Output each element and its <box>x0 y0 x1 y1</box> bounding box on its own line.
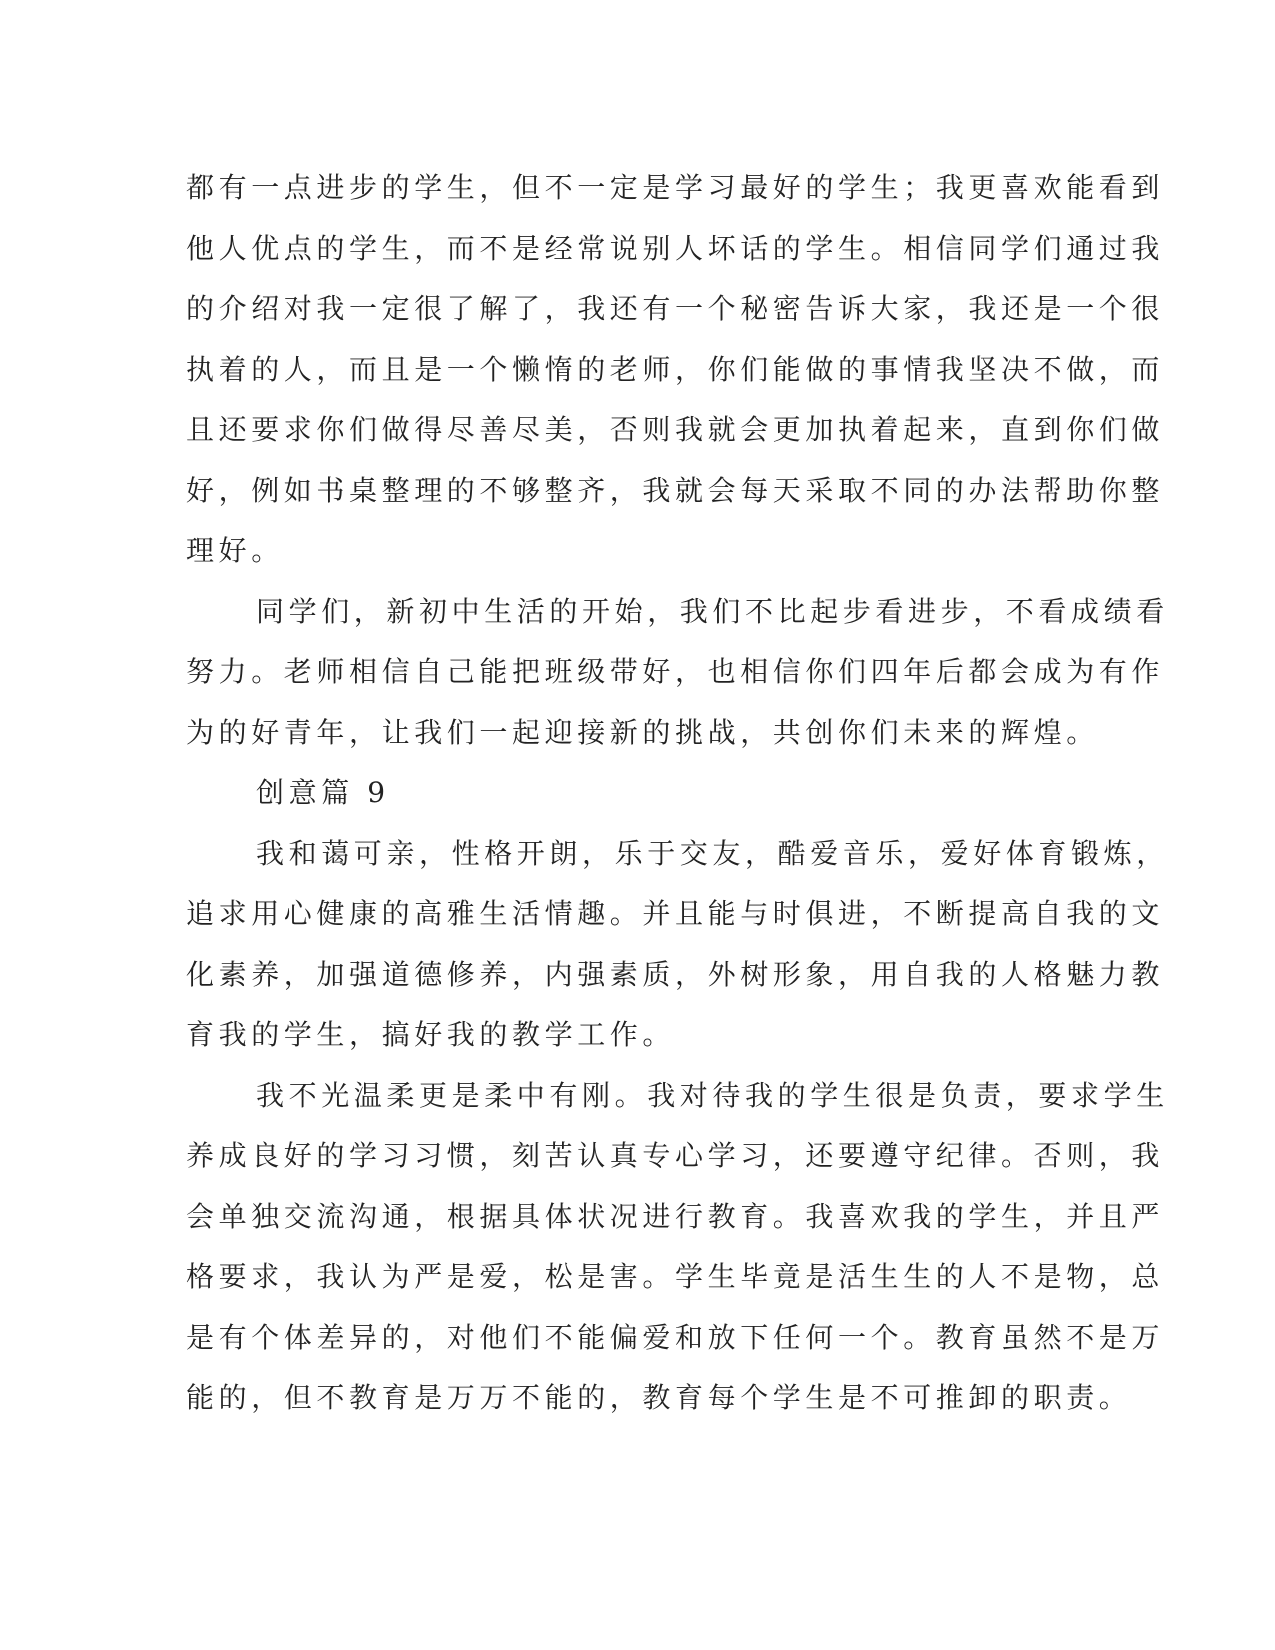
text-line: 我和蔼可亲，性格开朗，乐于交友，酷爱音乐，爱好体育锻炼， <box>256 836 1169 870</box>
section-heading <box>186 763 1066 824</box>
text-line: 的介绍对我一定很了解了，我还有一个秘密告诉大家，我还是一个很 <box>186 292 1165 325</box>
text-line: 执着的人，而且是一个懒惰的老师，你们能做的事情我坚决不做，而 <box>186 352 1165 386</box>
text-line: 格要求，我认为严是爱，松是害。学生毕竟是活生生的人不是物，总 <box>186 1260 1165 1293</box>
text-line: 会单独交流沟通，根据具体状况进行教育。我喜欢我的学生，并且严 <box>186 1199 1165 1233</box>
paragraph-2 <box>186 582 1169 764</box>
text-line: 我不光温柔更是柔中有刚。我对待我的学生很是负责，要求学生 <box>256 1078 1169 1112</box>
text-line: 为的好青年，让我们一起迎接新的挑战，共创你们未来的辉煌。 <box>186 715 1099 749</box>
text-line: 追求用心健康的高雅生活情趣。并且能与时俱进，不断提高自我的文 <box>186 897 1165 930</box>
text-line: 他人优点的学生，而不是经常说别人坏话的学生。相信同学们通过我 <box>186 231 1165 265</box>
text-line: 且还要求你们做得尽善尽美，否则我就会更加执着起来，直到你们做 <box>186 413 1165 446</box>
paragraph-3 <box>186 824 1169 1066</box>
paragraph-1 <box>186 158 1165 582</box>
text-line: 理好。 <box>186 534 284 567</box>
text-line: 化素养，加强道德修养，内强素质，外树形象，用自我的人格魅力教 <box>186 957 1165 991</box>
text-line: 好，例如书桌整理的不够整齐，我就会每天采取不同的办法帮助你整 <box>186 473 1165 507</box>
document-body <box>186 158 1169 1429</box>
text-line: 同学们，新初中生活的开始，我们不比起步看进步，不看成绩看 <box>256 594 1169 628</box>
text-line: 育我的学生，搞好我的教学工作。 <box>186 1018 676 1051</box>
section-title: 创意篇 9 <box>256 776 390 809</box>
text-line: 努力。老师相信自己能把班级带好，也相信你们四年后都会成为有作 <box>186 655 1165 688</box>
text-line: 都有一点进步的学生，但不一定是学习最好的学生；我更喜欢能看到 <box>186 171 1165 204</box>
text-line: 养成良好的学习习惯，刻苦认真专心学习，还要遵守纪律。否则，我 <box>186 1139 1165 1172</box>
text-line: 能的，但不教育是万万不能的，教育每个学生是不可推卸的职责。 <box>186 1381 1132 1414</box>
text-line: 是有个体差异的，对他们不能偏爱和放下任何一个。教育虽然不是万 <box>186 1320 1165 1354</box>
paragraph-4 <box>186 1066 1169 1429</box>
